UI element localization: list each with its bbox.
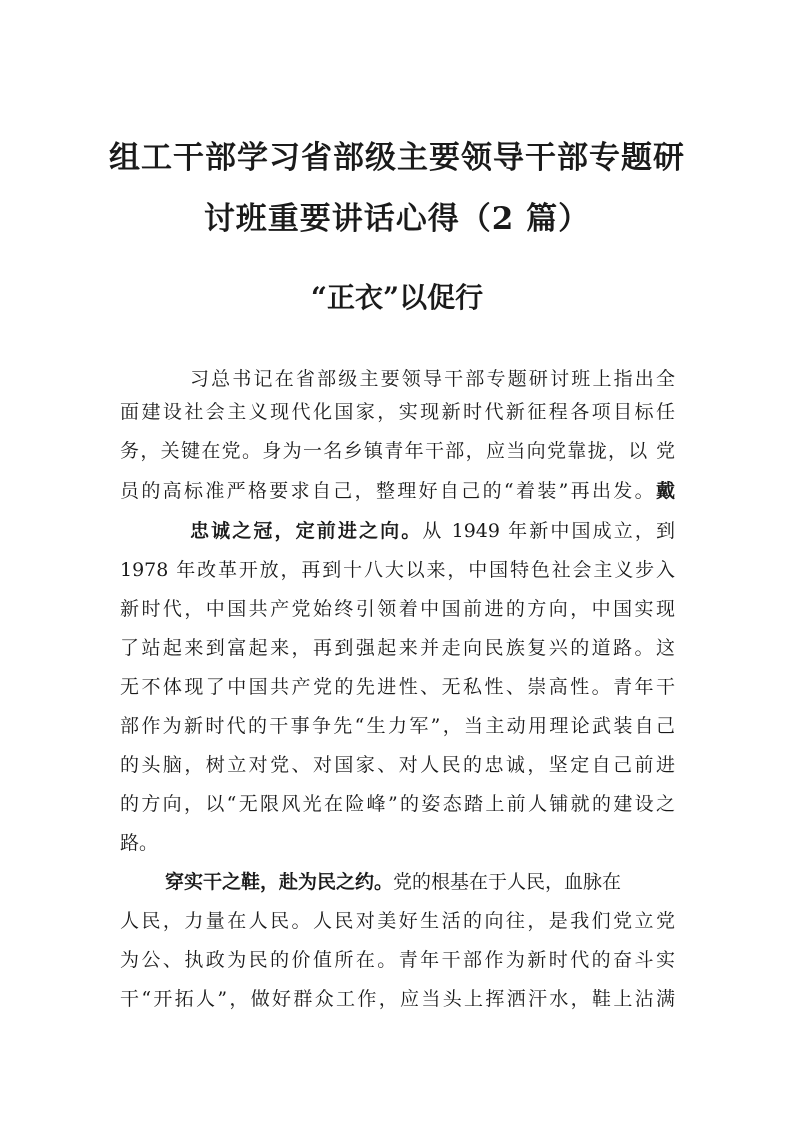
body-text: 1978 年改革开放，再到十八大以来，中国特色社会主义步入: [120, 559, 675, 581]
body-text: 了站起来到富起来，再到强起来并走向民族复兴的道路。这: [120, 637, 675, 659]
body-line: [120, 437, 675, 465]
body-line: [120, 634, 675, 662]
body-line: [120, 790, 675, 818]
body-text: 面建设社会主义现代化国家，实现新时代新征程各项目标任: [120, 401, 675, 423]
article-subtitle: “正衣”以促行: [310, 281, 484, 314]
body-text: 习总书记在省部级主要领导干部专题研讨班上指出全: [190, 368, 675, 390]
body-text: 的头脑，树立对党、对国家、对人民的忠诚，坚定自己前进: [120, 754, 675, 776]
body-text: 为公、执政为民的价值所在。青年干部作为新时代的奋斗实: [120, 949, 675, 971]
body-line: [120, 751, 675, 779]
section-heading: 忠诚之冠，定前进之向。: [190, 520, 423, 542]
body-line: [120, 477, 675, 505]
body-text: 的方向，以“无限风光在险峰”的姿态踏上前人铺就的建设之: [120, 793, 675, 815]
body-text: 干“开拓人”，做好群众工作，应当头上挥洒汗水，鞋上沾满: [120, 988, 675, 1010]
body-text: 员的高标准严格要求自己，整理好自己的“着装”再出发。: [120, 480, 656, 502]
body-line: [120, 712, 675, 740]
document-title-line-2: 讨班重要讲话心得（2 篇）: [203, 201, 591, 237]
body-text: 党的根基在于人民，血脉在: [393, 871, 622, 893]
body-line: [120, 907, 675, 935]
body-line: [120, 829, 675, 857]
body-text: 无不体现了中国共产党的先进性、无私性、崇高性。青年干: [120, 676, 675, 698]
body-text: 路。: [120, 832, 159, 854]
body-text: 务，关键在党。身为一名乡镇青年干部，应当向党靠拢，以 党: [120, 440, 675, 462]
body-line: [190, 365, 675, 393]
body-line: [165, 868, 675, 896]
body-line: [120, 556, 675, 584]
body-line: [120, 673, 675, 701]
body-text: 人民，力量在人民。人民对美好生活的向往，是我们党立党: [120, 910, 675, 932]
body-line: [120, 946, 675, 974]
section-heading: 穿实干之鞋，赴为民之约。: [165, 871, 394, 893]
body-line: [120, 595, 675, 623]
body-line: [120, 985, 675, 1013]
section-heading-start: 戴: [655, 480, 675, 502]
document-title-line-1: 组工干部学习省部级主要领导干部专题研: [109, 140, 685, 176]
body-text: 部作为新时代的干事争先“生力军”，当主动用理论武装自己: [120, 715, 675, 737]
body-text: 从 1949 年新中国成立，到: [422, 520, 675, 542]
body-line: [120, 398, 675, 426]
body-line: [190, 517, 675, 545]
body-text: 新时代，中国共产党始终引领着中国前进的方向，中国实现: [120, 598, 675, 620]
